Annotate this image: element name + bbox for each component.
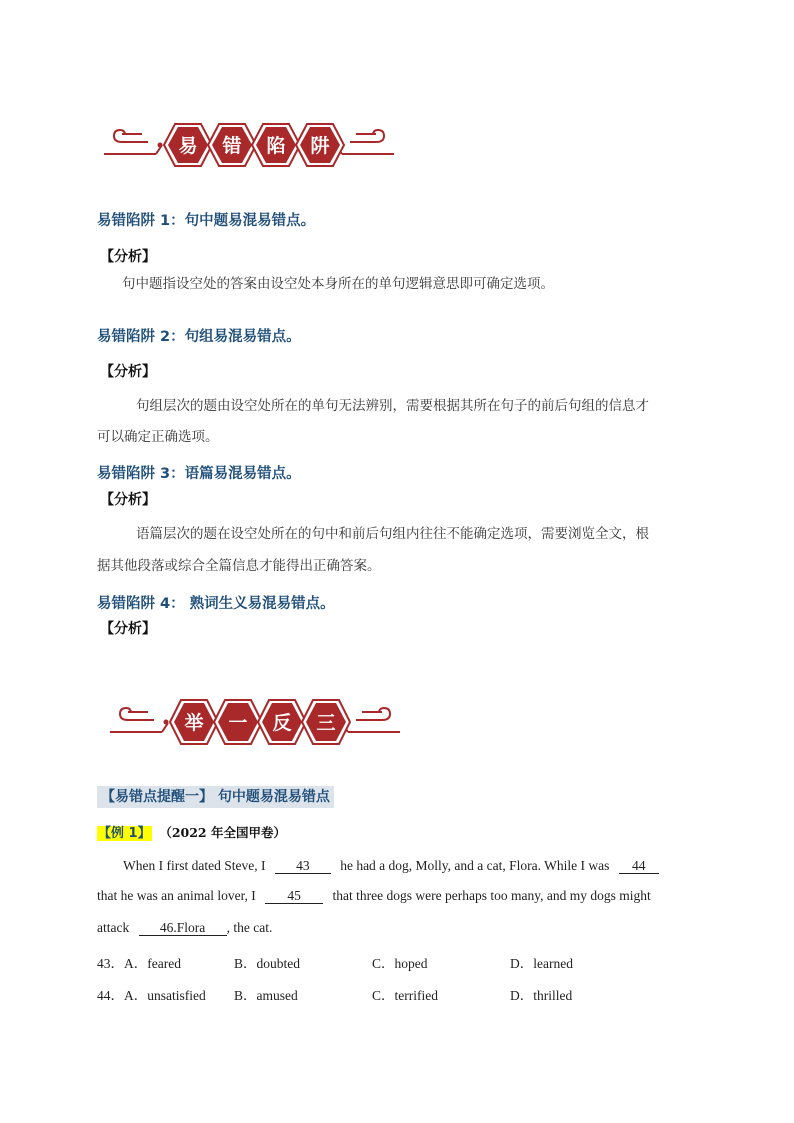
hex-badge-4 — [302, 700, 350, 744]
blank-43[interactable]: 43 — [275, 859, 331, 874]
passage-text: attack — [97, 920, 130, 935]
error-reminder-heading: 【易错点提醒一】 句中题易混易错点 — [97, 786, 334, 808]
passage-text: that three dogs were perhaps too many, and my dogs might — [332, 888, 651, 903]
banner-char-4: 三 — [316, 712, 336, 734]
banner-char-1: 举 — [184, 712, 204, 734]
hex-badge-2 — [208, 124, 256, 166]
decor-right-scroll-icon — [336, 130, 394, 154]
option-44-a[interactable]: 44．A．unsatisfied — [97, 988, 206, 1003]
decor-right-scroll-icon — [342, 708, 400, 732]
banner-char-2: 一 — [228, 712, 248, 734]
banner-char-2: 错 — [222, 135, 242, 157]
options-row-44 — [97, 984, 697, 1002]
banner-char-3: 陷 — [266, 135, 286, 157]
hex-badge-2 — [214, 700, 262, 744]
trap-4-analysis-label: 【分析】 — [100, 621, 156, 637]
passage-text: that he was an animal lover, I — [97, 888, 256, 903]
decor-left-scroll-icon — [104, 130, 162, 154]
trap-3-analysis-label: 【分析】 — [100, 492, 156, 508]
trap-2-analysis-label: 【分析】 — [100, 364, 156, 380]
blank-46[interactable]: 46.Flora — [139, 921, 227, 936]
option-44-c[interactable]: C．terrified — [372, 988, 438, 1003]
example-header — [97, 822, 286, 841]
banner-char-4: 阱 — [310, 135, 330, 157]
decor-left-scroll-icon — [110, 708, 168, 732]
blank-45[interactable]: 45 — [265, 889, 323, 904]
trap-2-analysis-text-line2: 可以确定正确选项。 — [97, 429, 219, 445]
section-banner-traps — [98, 120, 400, 170]
hex-badge-3 — [258, 700, 306, 744]
trap-1-heading: 易错陷阱 1：句中题易混易错点。 — [97, 213, 316, 229]
trap-3-heading: 易错陷阱 3：语篇易混易错点。 — [97, 466, 301, 482]
passage-text: he had a dog, Molly, and a cat, Flora. While I was — [340, 858, 610, 873]
trap-2-heading: 易错陷阱 2：句组易混易错点。 — [97, 329, 301, 345]
trap-3-analysis-text-line1: 语篇层次的题在设空处所在的句中和前后句组内往往不能确定选项，需要浏览全文，根 — [136, 526, 649, 542]
passage-text: When I first dated Steve, I — [123, 858, 266, 873]
option-44-d[interactable]: D．thrilled — [510, 988, 573, 1003]
hex-badge-3 — [252, 124, 300, 166]
banner-char-3: 反 — [272, 712, 292, 734]
trap-2-analysis-text-line1: 句组层次的题由设空处所在的单句无法辨别，需要根据其所在句子的前后句组的信息才 — [136, 398, 649, 414]
hex-badge-1 — [164, 124, 212, 166]
option-43-c[interactable]: C．hoped — [372, 956, 428, 971]
blank-44[interactable]: 44 — [619, 859, 659, 874]
passage-line-2 — [97, 888, 651, 904]
trap-1-analysis-text: 句中题指设空处的答案由设空处本身所在的单句逻辑意思即可确定选项。 — [122, 276, 554, 292]
banner-char-1: 易 — [178, 135, 198, 157]
hex-badge-1 — [170, 700, 218, 744]
options-row-43 — [97, 952, 697, 970]
passage-line-1 — [123, 858, 659, 874]
trap-4-heading: 易错陷阱 4： 熟词生义易混易错点。 — [97, 596, 335, 612]
example-tag: 【例 1】 — [98, 826, 151, 841]
option-43-a[interactable]: 43．A．feared — [97, 956, 181, 971]
passage-text: , the cat. — [226, 920, 273, 935]
option-43-d[interactable]: D．learned — [510, 956, 573, 971]
hex-badge-4 — [296, 124, 344, 166]
trap-1-analysis-label: 【分析】 — [100, 249, 156, 265]
option-43-b[interactable]: B．doubted — [234, 956, 300, 971]
example-source: （2022 年全国甲卷） — [165, 825, 286, 840]
section-banner-practice — [104, 696, 406, 748]
passage-line-3 — [97, 920, 272, 936]
trap-3-analysis-text-line2: 据其他段落或综合全篇信息才能得出正确答案。 — [97, 558, 381, 574]
option-44-b[interactable]: B．amused — [234, 988, 298, 1003]
